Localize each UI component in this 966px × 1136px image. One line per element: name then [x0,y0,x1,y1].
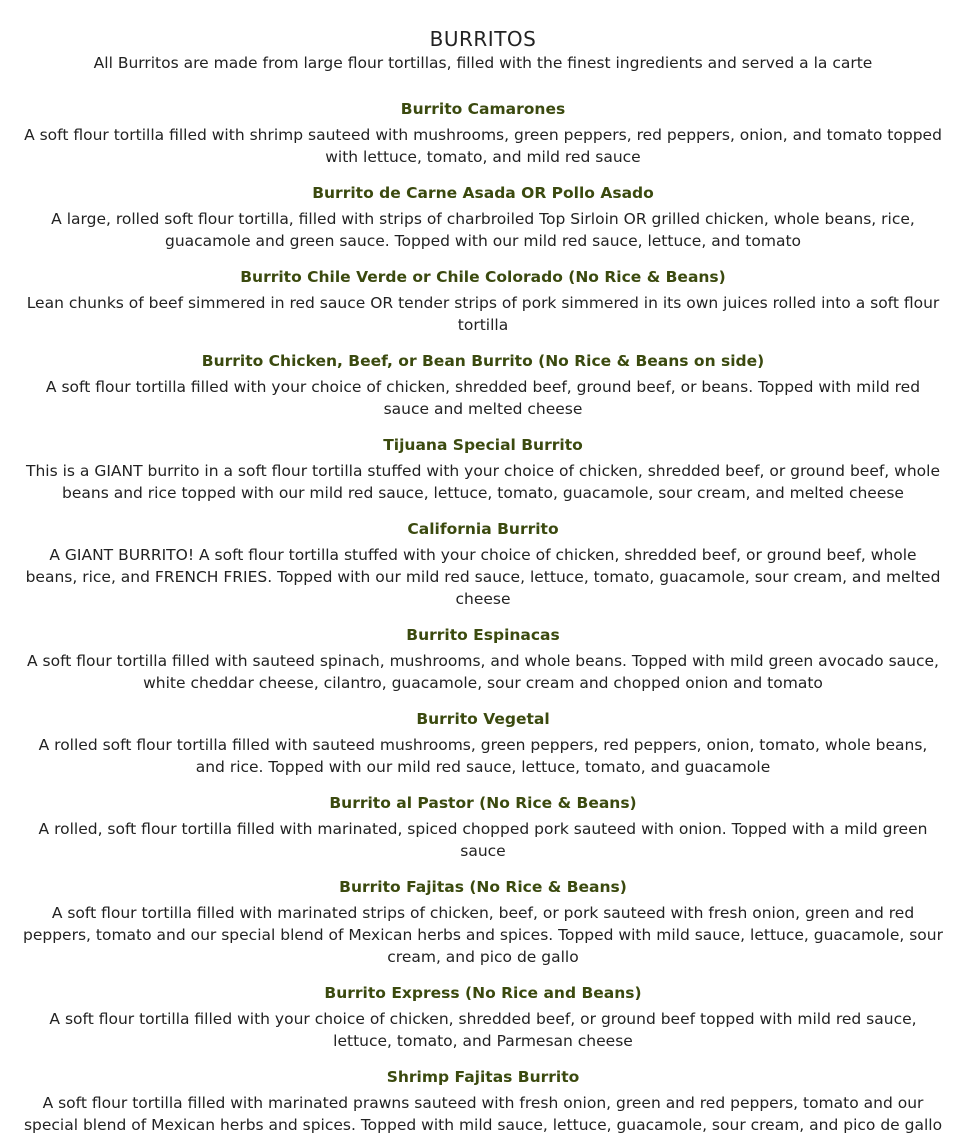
menu-item-name: Burrito Fajitas (No Rice & Beans) [339,878,627,896]
menu-item-description: A soft flour tortilla filled with your choice of chicken, shredded beef, or ground beef topped with mild red sauce, lettuce, tomato, and Parmesan cheese [49,1010,917,1050]
menu-item [18,351,948,420]
menu-item-description: A soft flour tortilla filled with shrimp sauteed with mushrooms, green peppers, red peppers, onion, and tomato topped with lettuce, tomato, and mild red sauce [24,126,942,166]
section-title: BURRITOS [429,27,537,51]
menu-items-list [18,99,948,1136]
menu-item [18,267,948,336]
menu-item [18,793,948,862]
menu-item [18,99,948,168]
menu-item-description: A soft flour tortilla filled with marinated prawns sauteed with fresh onion, green and red peppers, tomato and our special blend of Mexican herbs and spices. Topped with mild sauce, lettuce, guacamole, sour cream, and pico de gallo [23,1094,943,1134]
menu-item-description: A large, rolled soft flour tortilla, filled with strips of charbroiled Top Sirloin OR grilled chicken, whole beans, rice, guacamole and green sauce. Topped with our mild red sauce, lettuce, and tomato [51,210,915,250]
menu-item [18,709,948,778]
menu-item [18,625,948,694]
menu-item [18,183,948,252]
menu-item [18,877,948,968]
menu-item-description: A rolled soft flour tortilla filled with sauteed mushrooms, green peppers, red peppers, onion, tomato, whole beans, and rice. Topped with our mild red sauce, lettuce, tomato, and guacamole [38,736,928,776]
menu-item-description: A soft flour tortilla filled with sauteed spinach, mushrooms, and whole beans. Topped with mild green avocado sauce, white cheddar cheese, cilantro, guacamole, sour cream and chopped onion and tomato [27,652,939,692]
menu-item [18,435,948,504]
menu-item-name: Burrito Vegetal [416,710,550,728]
menu-item-name: Burrito Chicken, Beef, or Bean Burrito (No Rice & Beans on side) [201,352,765,370]
menu-item-description: A soft flour tortilla filled with your choice of chicken, shredded beef, ground beef, or beans. Topped with mild red sauce and melted cheese [45,378,921,418]
menu-item-description: A GIANT BURRITO! A soft flour tortilla stuffed with your choice of chicken, shredded beef, or ground beef, whole beans, rice, and FRENCH FRIES. Topped with our mild red sauce, lettuce, tomato, guacamole, sour cream, and melted cheese [25,546,941,608]
menu-item [18,1067,948,1136]
menu-item-name: Burrito Espinacas [406,626,560,644]
menu-item [18,519,948,610]
menu-item-name: Shrimp Fajitas Burrito [386,1068,580,1086]
menu-item [18,983,948,1052]
menu-item-name: Tijuana Special Burrito [383,436,583,454]
menu-item-description: This is a GIANT burrito in a soft flour tortilla stuffed with your choice of chicken, shredded beef, or ground beef, whole beans and rice topped with our mild red sauce, lettuce, tomato, guacamole, sour cream, and melted cheese [25,462,940,502]
menu-item-name: Burrito Camarones [400,100,566,118]
menu-item-name: Burrito Chile Verde or Chile Colorado (No Rice & Beans) [240,268,726,286]
section-intro: All Burritos are made from large flour tortillas, filled with the finest ingredients and served a la carte [93,54,873,72]
menu-item-name: Burrito al Pastor (No Rice & Beans) [329,794,637,812]
menu-item-name: California Burrito [407,520,559,538]
menu-item-name: Burrito de Carne Asada OR Pollo Asado [312,184,654,202]
menu-item-description: A rolled, soft flour tortilla filled with marinated, spiced chopped pork sauteed with onion. Topped with a mild green sauce [38,820,928,860]
menu-item-description: A soft flour tortilla filled with marinated strips of chicken, beef, or pork sauteed with fresh onion, green and red peppers, tomato and our special blend of Mexican herbs and spices. Topped with mild sauce, lettuce, guacamole, sour cream, and pico de gallo [23,904,943,966]
menu-item-name: Burrito Express (No Rice and Beans) [324,984,642,1002]
menu-item-description: Lean chunks of beef simmered in red sauce OR tender strips of pork simmered in its own juices rolled into a soft flour tortilla [26,294,940,334]
